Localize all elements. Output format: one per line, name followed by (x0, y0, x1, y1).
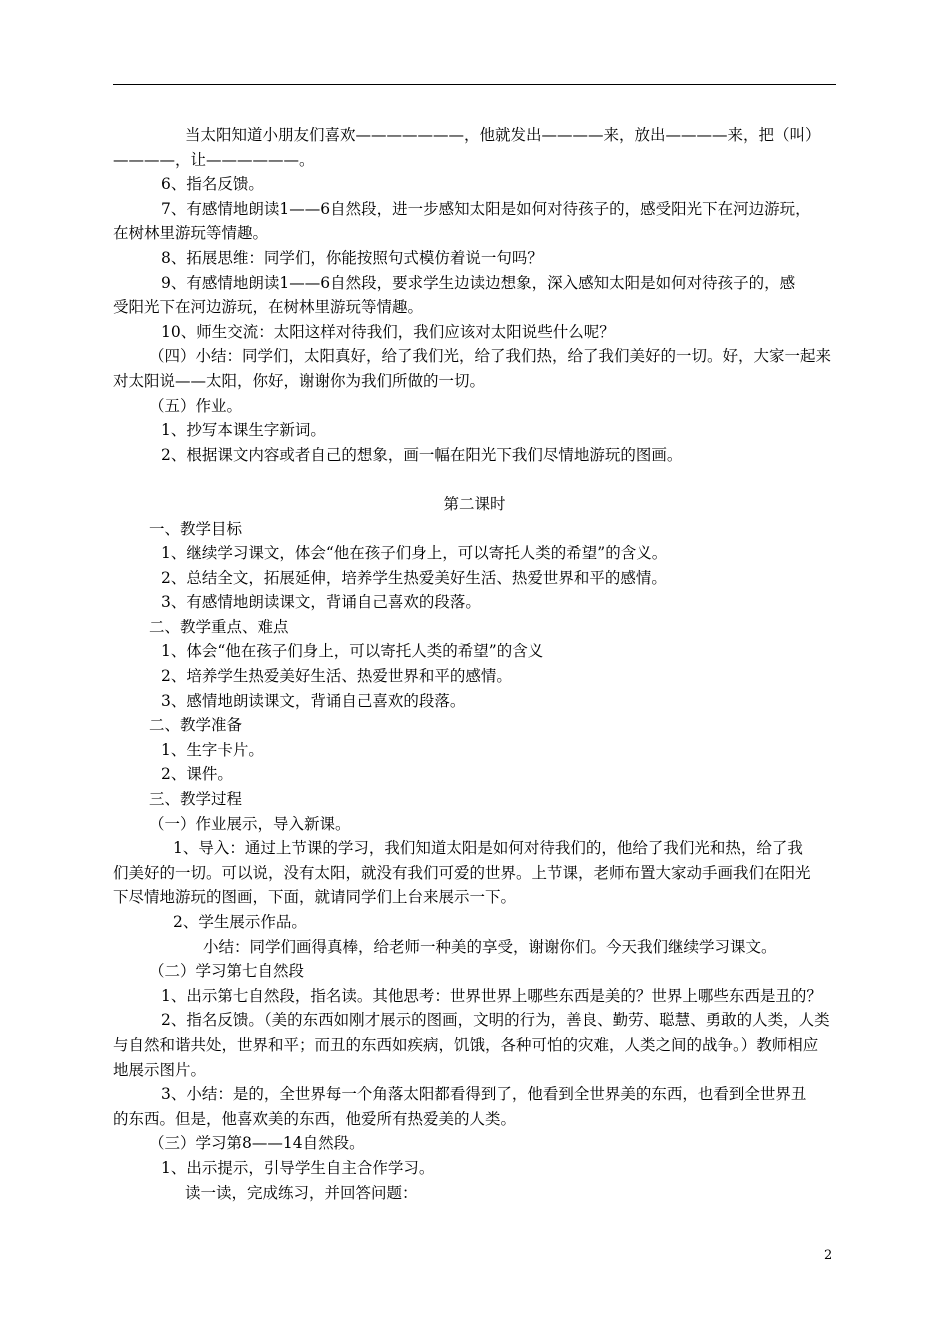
text-line: 对太阳说——太阳，你好，谢谢你为我们所做的一切。 (113, 371, 486, 390)
text-line: 下尽情地游玩的图画，下面，就请同学们上台来展示一下。 (113, 888, 517, 907)
text-line: 1、生字卡片。 (161, 740, 264, 759)
paragraph-gap (113, 467, 836, 492)
text-line: 的东西。但是，他喜欢美的东西，他爱所有热爱美的人类。 (113, 1109, 517, 1128)
text-line: 二、教学重点、难点 (149, 617, 289, 636)
text-line: 1、抄写本课生字新词。 (161, 421, 326, 440)
text-line: 当太阳知道小朋友们喜欢———————，他就发出————来，放出————来，把（叫） (185, 126, 821, 144)
text-line: （一）作业展示，导入新课。 (149, 814, 351, 833)
text-line: 地展示图片。 (113, 1060, 207, 1079)
text-line: 3、感情地朗读课文，背诵自己喜欢的段落。 (161, 691, 466, 710)
text-line: 受阳光下在河边游玩，在树林里游玩等情趣。 (113, 298, 424, 317)
text-line: 8、拓展思维：同学们，你能按照句式模仿着说一句吗？ (161, 248, 543, 267)
text-line: 2、学生展示作品。 (173, 913, 307, 931)
text-line: 1、继续学习课文，体会“他在孩子们身上，可以寄托人类的希望”的含义。 (161, 544, 668, 563)
text-line: 7、有感情地朗读1——6自然段，进一步感知太阳是如何对待孩子的，感受阳光下在河边游玩， (161, 199, 811, 218)
text-line: 3、小结：是的，全世界每一个角落太阳都看得到了，他看到全世界美的东西，也看到全世界丑 (161, 1085, 807, 1104)
text-line: 2、指名反馈。（美的东西如刚才展示的图画，文明的行为，善良、勤劳、聪慧、勇敢的人类，人类 (161, 1011, 830, 1030)
text-line: 2、总结全文，拓展延伸，培养学生热爱美好生活、热爱世界和平的感情。 (161, 568, 667, 587)
text-line: 2、培养学生热爱美好生活、热爱世界和平的感情。 (161, 667, 512, 686)
text-line: （四）小结：同学们，太阳真好，给了我们光，给了我们热，给了我们美好的一切。好，大家一起来 (149, 347, 832, 366)
text-line: （二）学习第七自然段 (149, 962, 305, 981)
text-line: 1、出示提示，引导学生自主合作学习。 (161, 1158, 435, 1177)
text-line: 二、教学准备 (149, 716, 243, 735)
text-line: 9、有感情地朗读1——6自然段，要求学生边读边想象，深入感知太阳是如何对待孩子的，感 (161, 273, 796, 292)
text-line: ————，让——————。 (113, 150, 315, 169)
text-line: 1、体会“他在孩子们身上，可以寄托人类的希望”的含义 (161, 642, 544, 661)
page-number: 2 (824, 1248, 833, 1263)
text-line: 在树林里游玩等情趣。 (113, 224, 269, 243)
section-heading: 第二课时 (443, 494, 506, 513)
document-body (113, 123, 836, 1205)
text-line: 一、教学目标 (149, 519, 243, 538)
text-line: 们美好的一切。可以说，没有太阳，就没有我们可爱的世界。上节课，老师布置大家动手画我们在阳光 (113, 863, 811, 882)
text-line: 小结：同学们画得真棒，给老师一种美的享受，谢谢你们。今天我们继续学习课文。 (203, 937, 777, 956)
text-line: 6、指名反馈。 (161, 175, 264, 194)
header-rule (113, 84, 836, 85)
text-line: 与自然和谐共处，世界和平；而丑的东西如疾病，饥饿，各种可怕的灾难，人类之间的战争。）教师相应 (113, 1035, 819, 1054)
text-line: 读一读，完成练习，并回答问题： (185, 1183, 418, 1202)
text-line: 三、教学过程 (149, 790, 243, 809)
text-line: 3、有感情地朗读课文，背诵自己喜欢的段落。 (161, 593, 481, 612)
text-line: 1、出示第七自然段，指名读。其他思考：世界世界上哪些东西是美的？世界上哪些东西是丑的？ (161, 986, 822, 1005)
text-line: 2、根据课文内容或者自己的想象，画一幅在阳光下我们尽情地游玩的图画。 (161, 445, 683, 464)
text-line: 1、导入：通过上节课的学习，我们知道太阳是如何对待我们的，他给了我们光和热，给了我 (173, 839, 803, 858)
text-line: （三）学习第8——14自然段。 (149, 1134, 365, 1153)
text-line: 10、师生交流：太阳这样对待我们，我们应该对太阳说些什么呢？ (161, 322, 615, 341)
text-line: 2、课件。 (161, 765, 233, 784)
text-line: （五）作业。 (149, 396, 243, 415)
